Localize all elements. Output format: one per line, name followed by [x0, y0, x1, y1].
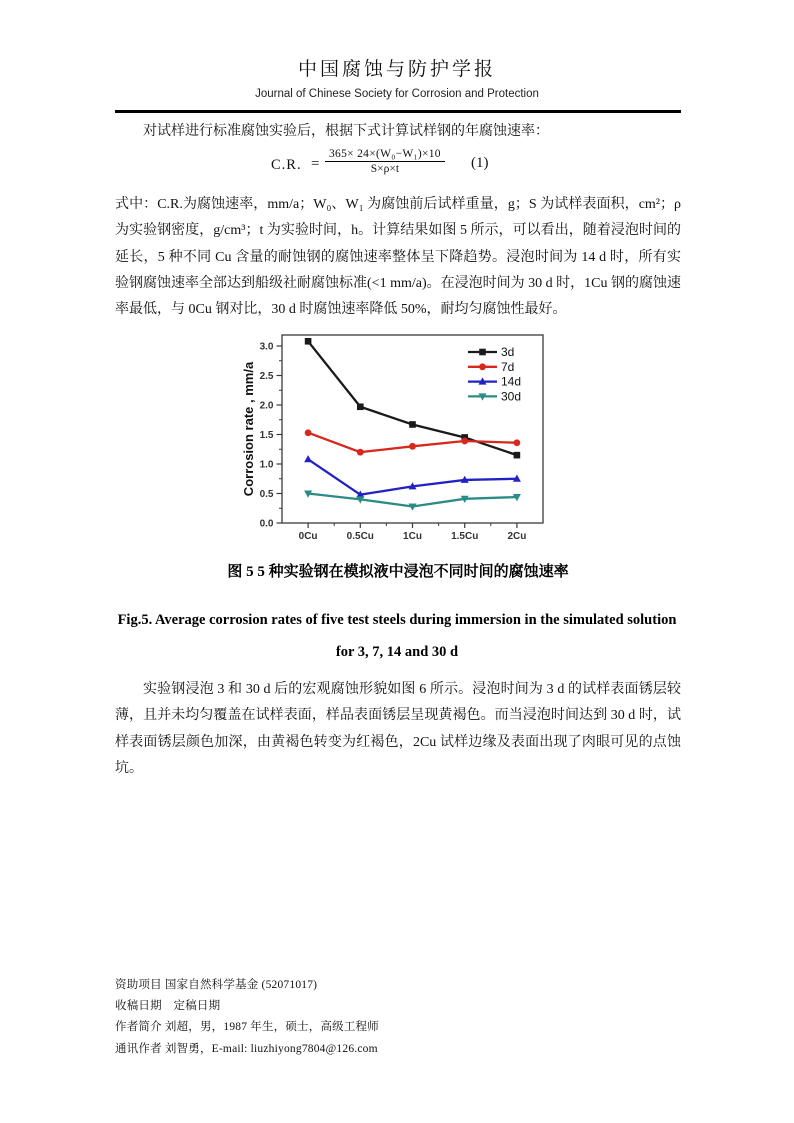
- y-tick-label: 1.5: [259, 430, 274, 441]
- y-tick-label: 1.0: [259, 459, 274, 471]
- y-tick-label: 0.5: [259, 489, 274, 500]
- legend-label-14d: 14d: [501, 374, 522, 389]
- corrosion-rate-chart: [240, 330, 560, 540]
- figure-caption-en-line2: for 3, 7, 14 and 30 d: [335, 644, 459, 660]
- header-divider: [115, 110, 681, 113]
- x-tick-label: 0Cu: [298, 531, 318, 540]
- y-axis-title: Corrosion rate , mm/a: [241, 361, 256, 497]
- legend-label-30d: 30d: [501, 389, 522, 404]
- equation-equals: =: [311, 156, 320, 172]
- y-tick-label: 2.5: [259, 371, 274, 382]
- data-point-3d: [409, 421, 416, 428]
- equation-lhs: C.R.: [271, 157, 302, 173]
- equation-denominator: S×ρ×t: [370, 163, 400, 175]
- footer-corresponding-author: 通讯作者 刘智勇，E-mail: liuzhiyong7804@126.com: [115, 1043, 378, 1055]
- equation-1: [115, 146, 681, 192]
- legend-marker-7d: [479, 363, 486, 370]
- figure-caption-cn: 图 5 5 种实验钢在模拟液中浸泡不同时间的腐蚀速率: [227, 564, 569, 580]
- journal-title-cn: 中国腐蚀与防护学报: [297, 59, 496, 80]
- x-tick-label: 0.5Cu: [346, 531, 374, 540]
- x-tick-label: 1Cu: [403, 531, 422, 540]
- legend-marker-3d: [479, 349, 486, 356]
- data-point-7d: [461, 438, 468, 445]
- y-tick-label: 2.0: [259, 400, 274, 412]
- footer-author-bio: 作者简介 刘超，男，1987 年生，硕士，高级工程师: [115, 1021, 379, 1033]
- data-point-3d: [514, 452, 521, 459]
- data-point-7d: [357, 449, 364, 456]
- x-tick-label: 1.5Cu: [451, 531, 479, 540]
- footer-dates: 收稿日期 定稿日期: [115, 1000, 221, 1012]
- data-point-7d: [305, 429, 312, 436]
- data-point-7d: [409, 443, 416, 450]
- figure-caption-en: [97, 604, 697, 668]
- legend-label-7d: 7d: [501, 359, 515, 374]
- legend-label-3d: 3d: [501, 345, 515, 359]
- data-point-3d: [305, 338, 312, 345]
- equation-number: (1): [471, 155, 489, 171]
- paragraph-intro: 对试样进行标准腐蚀实验后，根据下式计算试样钢的年腐蚀速率：: [143, 124, 549, 139]
- data-point-3d: [357, 403, 364, 410]
- footer-funding: 资助项目 国家自然科学基金 (52071017): [115, 979, 318, 991]
- data-point-7d: [514, 439, 521, 446]
- y-tick-label: 0.0: [259, 518, 274, 530]
- figure-5: [240, 330, 560, 540]
- y-tick-label: 3.0: [259, 341, 274, 353]
- x-tick-label: 2Cu: [507, 531, 527, 540]
- equation-numerator: 365× 24×(W₀−W₁)×10: [325, 146, 445, 162]
- paragraph-variables: 式中：C.R.为腐蚀速率，mm/a；W₀、W₁ 为腐蚀前后试样重量，g；S 为试样表面积，cm²；ρ 为实验钢密度，g/cm³；t 为实验时间，h。计算结果如图 5 所示，可以看出，随着浸泡时间的延长，5 种不同 Cu 含量的耐蚀钢的腐蚀速率整体呈下降趋势。浸泡时间为 14 d 时，所有实验钢腐蚀速率全部达到船级社耐腐蚀标准(<1 mm/a)。在浸泡时间为 30 d 时，1Cu 钢的腐蚀速率最低，与 0Cu 钢对比，30 d 时腐蚀速率降低 50%，耐均匀腐蚀性最好。: [115, 197, 681, 318]
- journal-title-en: Journal of Chinese Society for Corrosion and Protection: [255, 88, 539, 100]
- paragraph-morphology: 实验钢浸泡 3 和 30 d 后的宏观腐蚀形貌如图 6 所示。浸泡时间为 3 d 的试样表面锈层较薄，且并未均匀覆盖在试样表面，样品表面锈层呈现黄褐色。而当浸泡时间达到 30 d 时，试样表面锈层颜色加深，由黄褐色转变为红褐色，2Cu 试样边缘及表面出现了肉眼可见的点蚀坑。: [115, 682, 681, 776]
- figure-caption-en-line1: Fig.5. Average corrosion rates of five test steels during immersion in the simulated solution: [117, 612, 677, 628]
- equation-fraction: [325, 146, 445, 175]
